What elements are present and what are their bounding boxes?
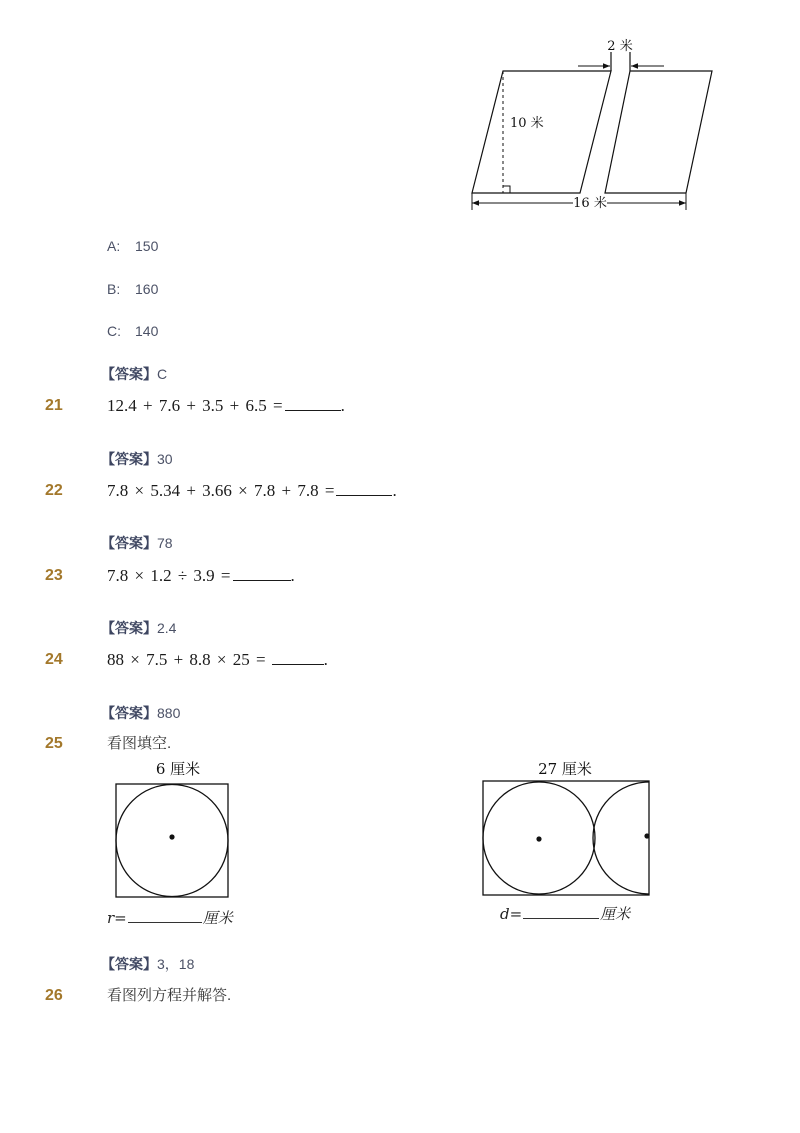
answer-label: 【答案】 [101,620,157,636]
gap-label: 2 米 [607,39,633,54]
parallelogram-road-figure [460,30,730,220]
q24-expression-text: 88 × 7.5 + 8.8 × 25 = [107,650,266,669]
q22-blank [336,481,392,496]
right-half-circle [593,782,649,894]
diameter-unit: 厘米 [600,905,631,923]
q22-expression-text: 7.8 × 5.34 + 3.66 × 7.8 + 7.8 = [107,481,335,500]
circle-figures [100,755,670,905]
q22-end: . [392,481,397,500]
answer-label: 【答案】 [101,451,157,467]
left-inscribed-circle [116,785,228,897]
q22-answer [101,533,173,553]
q24-end: . [323,650,328,669]
question-number-21: 21 [45,397,63,414]
q21-expression-text: 12.4 + 7.6 + 3.5 + 6.5 = [107,396,283,415]
radius-blank [128,909,202,923]
q23-expression [107,566,295,586]
answer-label: 【答案】 [101,956,157,972]
height-label: 10 米 [510,116,544,131]
q20-answer [101,364,167,384]
q23-expression-text: 7.8 × 1.2 ÷ 3.9 = [107,566,231,585]
answer-value: 30 [157,451,173,467]
left-figure-top-label: 6 厘米 [155,760,201,778]
answer-label: 【答案】 [101,535,157,551]
right-parallelogram [605,71,712,193]
option-b [107,279,158,299]
answer-value: 78 [157,535,173,551]
question-number-26: 26 [45,987,63,1004]
base-label: 16 米 [573,196,607,211]
q24-answer [101,703,180,723]
option-c [107,321,158,341]
question-number-23: 23 [45,567,63,584]
option-a [107,236,158,256]
q24-expression [107,650,328,670]
q23-end: . [290,566,295,585]
question-number-25: 25 [45,735,63,752]
q21-blank [285,396,341,411]
option-b-key: B: [107,281,121,297]
q21-answer [101,449,173,469]
diameter-variable: d= [500,905,523,923]
q24-blank [272,650,324,665]
q26-stem: 看图列方程并解答. [107,987,232,1004]
answer-value: 2.4 [157,620,177,636]
question-number-24: 24 [45,651,63,668]
q25-stem: 看图填空. [107,735,172,752]
q23-answer [101,618,176,638]
right-circle-center-dot [536,836,541,841]
radius-unit: 厘米 [202,909,233,927]
diameter-blank [523,905,599,919]
question-number-22: 22 [45,482,63,499]
right-diameter-fill [500,904,630,924]
option-a-key: A: [107,238,121,254]
q25-answer [101,954,194,974]
right-rectangle [483,781,649,895]
answer-value: 3，18 [157,956,195,972]
option-b-value: 160 [135,281,159,297]
answer-value: C [157,366,168,382]
option-a-value: 150 [135,238,159,254]
option-c-value: 140 [135,323,159,339]
right-angle-mark [503,186,510,193]
q23-blank [233,566,291,581]
answer-label: 【答案】 [101,705,157,721]
radius-variable: r= [107,909,127,927]
q21-expression [107,396,345,416]
answer-label: 【答案】 [101,366,157,382]
answer-value: 880 [157,705,181,721]
q21-end: . [340,396,345,415]
option-c-key: C: [107,323,121,339]
right-half-circle-center-dot [644,833,649,838]
left-radius-fill [107,908,233,928]
right-figure-top-label: 27 厘米 [538,760,592,778]
left-center-dot [169,834,174,839]
left-parallelogram [472,71,611,193]
q22-expression [107,481,397,501]
